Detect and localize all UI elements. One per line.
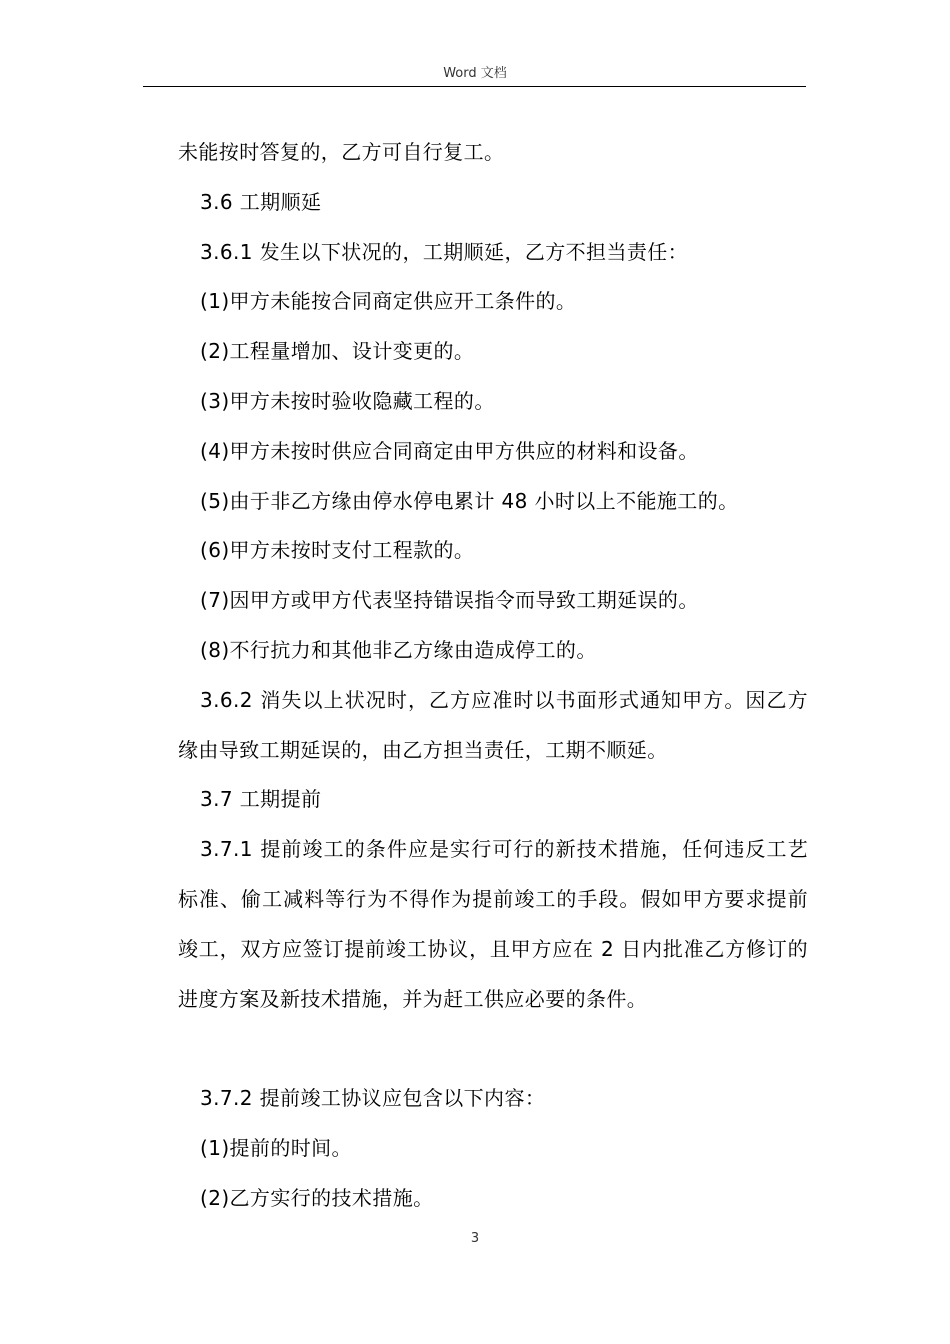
page-header: Word 文档 <box>443 66 507 81</box>
list-item-5: (5)由于非乙方缘由停水停电累计 48 小时以上不能施工的。 <box>200 488 739 513</box>
header-divider <box>143 86 806 87</box>
clause-3-6-2 <box>178 676 808 776</box>
page-number: 3 <box>470 1231 480 1246</box>
list-item-3: (3)甲方未按时验收隐藏工程的。 <box>200 388 495 413</box>
list-item-1b: (1)提前的时间。 <box>200 1135 352 1160</box>
section-heading-3-6: 3.6 工期顺延 <box>200 189 322 214</box>
list-item-2b: (2)乙方实行的技术措施。 <box>200 1185 434 1210</box>
clause-3-6-2-text: 3.6.2 消失以上状况时，乙方应准时以书面形式通知甲方。因乙方缘由导致工期延误的，由乙方担当责任，工期不顺延。 <box>178 687 808 762</box>
document-body <box>178 128 808 1224</box>
clause-3-7-2: 3.7.2 提前竣工协议应包含以下内容： <box>200 1086 546 1111</box>
clause-3-7-1-text: 3.7.1 提前竣工的条件应是实行可行的新技术措施，任何违反工艺标准、偷工减料等行为不得作为提前竣工的手段。假如甲方要求提前竣工，双方应签订提前竣工协议，且甲方应在 2 日内批准乙方修订的进度方案及新技术措施，并为赶工供应必要的条件。 <box>178 837 808 1011</box>
section-heading-3-7: 3.7 工期提前 <box>200 787 322 812</box>
list-item-6: (6)甲方未按时支付工程款的。 <box>200 538 475 563</box>
list-item-2: (2)工程量增加、设计变更的。 <box>200 339 475 364</box>
clause-3-6-1: 3.6.1 发生以下状况的，工期顺延，乙方不担当责任： <box>200 239 689 264</box>
list-item-4: (4)甲方未按时供应合同商定由甲方供应的材料和设备。 <box>200 438 699 463</box>
clause-3-7-1 <box>178 825 808 1024</box>
list-item-8: (8)不行抗力和其他非乙方缘由造成停工的。 <box>200 637 597 662</box>
paragraph-continuation: 未能按时答复的，乙方可自行复工。 <box>178 140 505 164</box>
list-item-1: (1)甲方未能按合同商定供应开工条件的。 <box>200 289 577 314</box>
list-item-7: (7)因甲方或甲方代表坚持错误指令而导致工期延误的。 <box>200 588 699 613</box>
